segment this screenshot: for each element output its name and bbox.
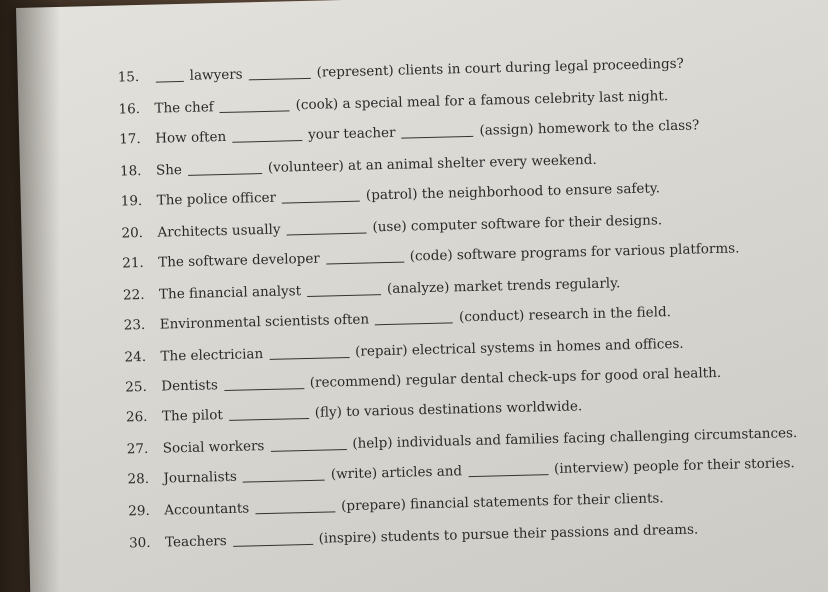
question-text: (assign) homework to the class? [479, 117, 700, 139]
question-30 [129, 521, 700, 551]
answer-blank[interactable] [224, 387, 304, 391]
question-15 [118, 56, 686, 86]
answer-blank[interactable] [269, 356, 349, 360]
question-number: 16. [118, 101, 141, 118]
question-text: (volunteer) at an animal shelter every weekend. [267, 151, 597, 176]
question-number: 24. [124, 348, 147, 366]
answer-blank[interactable] [243, 479, 325, 483]
question-text: (interview) people for their stories. [553, 455, 795, 477]
question-text: The software developer [158, 250, 320, 271]
question-17 [119, 117, 701, 147]
question-27 [127, 425, 800, 457]
question-26 [126, 398, 585, 425]
answer-blank[interactable] [270, 448, 346, 452]
question-21 [122, 240, 742, 271]
question-text: Journalists [163, 468, 238, 487]
answer-blank[interactable] [375, 321, 453, 325]
question-number: 25. [125, 378, 147, 396]
question-29 [128, 490, 666, 519]
question-text: (fly) to various destinations worldwide. [314, 398, 583, 421]
question-number: 23. [123, 316, 146, 334]
question-text: She [155, 161, 183, 179]
answer-blank[interactable] [249, 77, 311, 81]
answer-blank[interactable] [220, 109, 290, 113]
answer-blank[interactable] [282, 200, 360, 204]
question-text: The police officer [156, 189, 277, 209]
question-text: (help) individuals and families facing challenging circumstances. [352, 425, 798, 452]
question-number: 22. [122, 286, 145, 304]
question-22 [123, 275, 623, 303]
question-text: Accountants [164, 500, 250, 519]
question-text: (repair) electrical systems in homes and offices. [354, 335, 684, 360]
question-text: (represent) clients in court during legal proceedings? [316, 55, 685, 81]
answer-blank[interactable] [307, 293, 381, 297]
question-text: The electrician [160, 346, 264, 365]
question-number: 28. [127, 470, 150, 488]
question-number: 30. [128, 534, 151, 552]
answer-blank[interactable] [229, 417, 309, 421]
question-text: The chef [154, 99, 214, 117]
question-28 [127, 455, 797, 487]
question-number: 17. [119, 130, 141, 148]
question-text: (conduct) research in the field. [458, 304, 672, 326]
answer-blank[interactable] [232, 139, 302, 143]
question-text: Social workers [162, 438, 265, 457]
question-list [16, 0, 828, 552]
worksheet-page [16, 0, 828, 592]
question-text: (code) software programs for various platforms. [409, 240, 740, 265]
question-number: 26. [125, 408, 148, 426]
question-number: 19. [120, 192, 143, 210]
question-18 [120, 152, 599, 180]
question-number: 21. [122, 254, 144, 272]
answer-blank[interactable] [402, 135, 474, 139]
question-text: Teachers [164, 533, 227, 551]
question-text: (write) articles and [330, 463, 463, 483]
question-text: (patrol) the neighborhood to ensure safety. [365, 180, 661, 204]
question-number: 20. [121, 224, 144, 242]
question-number: 29. [128, 502, 151, 520]
answer-blank[interactable] [326, 261, 404, 265]
question-text: Dentists [161, 377, 219, 395]
question-text: your teacher [307, 124, 396, 143]
answer-blank[interactable] [287, 232, 367, 236]
question-text: How often [155, 128, 227, 147]
answer-blank[interactable] [156, 80, 184, 83]
answer-blank[interactable] [468, 473, 548, 477]
question-text: (use) computer software for their designs. [372, 212, 663, 236]
question-text: Architects usually [157, 221, 281, 241]
question-24 [124, 336, 685, 366]
question-text: Environmental scientists often [159, 311, 370, 333]
question-text: (analyze) market trends regularly. [386, 275, 621, 298]
question-text: (prepare) financial statements for their clients. [340, 490, 664, 515]
question-23 [124, 304, 674, 333]
question-text: (recommend) regular dental check-ups for good oral health. [309, 364, 722, 391]
question-number: 18. [119, 162, 142, 180]
question-text: lawyers [189, 66, 243, 84]
question-number: 15. [117, 69, 140, 86]
question-20 [121, 212, 664, 241]
answer-blank[interactable] [255, 510, 335, 514]
question-number: 27. [126, 440, 149, 458]
answer-blank[interactable] [233, 543, 313, 547]
question-16 [118, 88, 670, 117]
question-25 [125, 365, 723, 396]
question-19 [121, 180, 663, 209]
question-text: The pilot [161, 407, 224, 425]
question-text: (cook) a special meal for a famous celebrity last night. [295, 88, 669, 114]
question-text: The financial analyst [158, 283, 302, 303]
question-text: (inspire) students to pursue their passions and dreams. [318, 521, 699, 547]
answer-blank[interactable] [188, 172, 262, 176]
